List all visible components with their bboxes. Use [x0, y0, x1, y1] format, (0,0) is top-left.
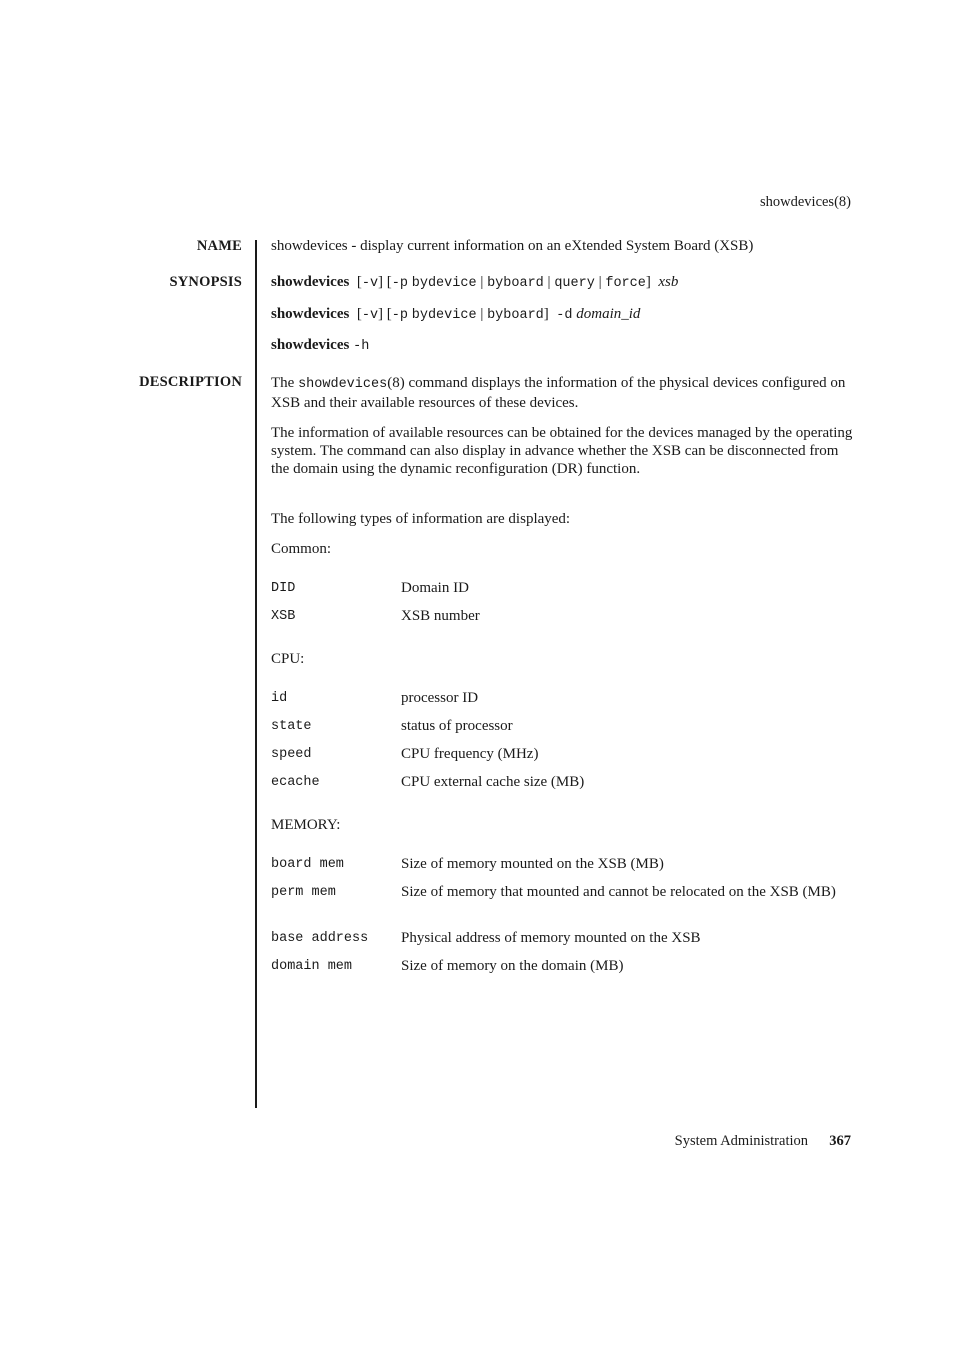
description-paragraph-2: The information of available resources can be obtained for the devices managed by the operating system. The command can also display in advance whether the XSB can be disconnected from the domain using the dynamic reconfiguration (DR) function. [271, 425, 853, 478]
synopsis-command: showdevices [271, 274, 350, 290]
name-description: showdevices - display current information on an eXtended System Board (XSB) [271, 238, 754, 254]
desc-board-mem: Size of memory mounted on the XSB (MB) [401, 856, 664, 872]
term-board-mem: board mem [271, 857, 344, 872]
synopsis-command: showdevices [271, 306, 350, 322]
desc-id: processor ID [401, 690, 479, 706]
term-id: id [271, 691, 288, 706]
section-divider-rule [255, 240, 257, 1108]
desc-perm-mem: Size of memory that mounted and cannot be relocated on the XSB (MB) [401, 884, 836, 900]
synopsis-line-2: showdevices [-v] [-p bydevice | byboard] -d domain_id [271, 306, 641, 323]
option-query: query [554, 276, 595, 291]
page-header-title: showdevices(8) [759, 194, 851, 210]
section-label-synopsis: SYNOPSIS [169, 274, 242, 290]
term-domain-mem: domain mem [271, 959, 353, 974]
option-domain: -d [556, 308, 573, 323]
term-xsb: XSB [271, 609, 296, 624]
synopsis-line-3 [271, 337, 369, 354]
term-perm-mem: perm mem [271, 885, 336, 900]
common-label: Common: [271, 541, 332, 557]
desc-base-address: Physical address of memory mounted on the XSB [401, 930, 701, 946]
term-base-address: base address [271, 931, 369, 946]
inline-command: showdevices [298, 377, 388, 392]
argument-xsb: xsb [658, 274, 679, 290]
option-help: -h [353, 339, 370, 354]
option-verbose: [-v] [356, 306, 384, 323]
desc-speed: CPU frequency (MHz) [401, 746, 539, 762]
option-bydevice: bydevice [411, 308, 477, 323]
option-force: force [605, 276, 646, 291]
option-bydevice: bydevice [411, 276, 477, 291]
footer-section-title: System Administration [674, 1133, 808, 1149]
section-label-description: DESCRIPTION [139, 374, 242, 390]
desc-did: Domain ID [401, 580, 469, 596]
description-paragraph-1: The showdevices(8) command displays the information of the physical devices configured on XSB and their available resources of these devices. [271, 375, 846, 412]
desc-domain-mem: Size of memory on the domain (MB) [401, 958, 624, 974]
option-byboard: byboard [487, 276, 544, 291]
synopsis-line-1: showdevices [-v] [-p bydevice | byboard | query | force] xsb [271, 274, 679, 291]
option-verbose: [-v] [356, 274, 384, 291]
memory-label: MEMORY: [271, 817, 341, 833]
section-label-name: NAME [196, 238, 242, 254]
term-ecache: ecache [271, 775, 320, 790]
synopsis-command: showdevices [271, 337, 350, 353]
desc-ecache: CPU external cache size (MB) [401, 774, 585, 790]
argument-domain-id: domain_id [576, 306, 641, 322]
term-speed: speed [271, 747, 312, 762]
cpu-label: CPU: [271, 651, 305, 667]
desc-state: status of processor [401, 718, 513, 734]
footer-page-number: 367 [829, 1133, 851, 1149]
desc-xsb: XSB number [401, 608, 480, 624]
description-paragraph-3: The following types of information are displayed: [271, 511, 571, 527]
option-byboard: byboard [487, 308, 544, 323]
term-state: state [271, 719, 312, 734]
term-did: DID [271, 581, 296, 596]
